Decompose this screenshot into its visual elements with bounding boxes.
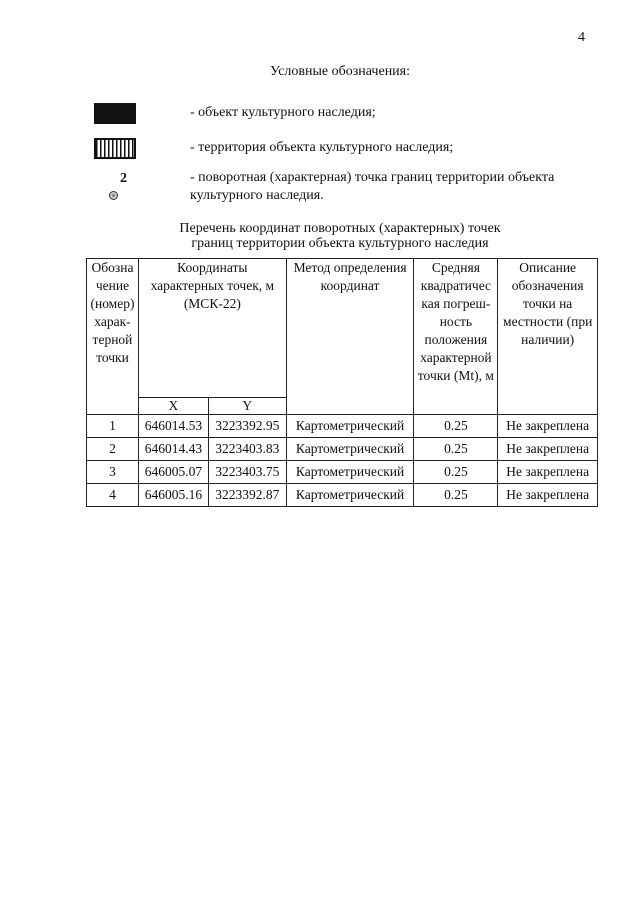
header-y: Y <box>208 398 286 415</box>
cell-y: 3223403.83 <box>208 438 286 461</box>
header-coords: Координаты характерных точек, м (МСК-22) <box>138 259 286 398</box>
legend-text-territory: - территория объекта культурного наследия; <box>190 140 454 155</box>
legend-title: Условные обозначения: <box>269 64 411 79</box>
legend-symbol-object <box>94 103 136 124</box>
cell-error: 0.25 <box>414 415 498 438</box>
table-header-row <box>87 259 598 398</box>
cell-point-number: 2 <box>87 438 139 461</box>
header-point: Обозна чение (номер) харак- терной точки <box>87 259 139 415</box>
table-row <box>87 484 598 507</box>
cell-description: Не закреплена <box>498 484 598 507</box>
cell-y: 3223392.95 <box>208 415 286 438</box>
cell-description: Не закреплена <box>498 415 598 438</box>
legend-point-number: 2 <box>120 171 127 186</box>
cell-method: Картометрический <box>286 484 414 507</box>
cell-point-number: 3 <box>87 461 139 484</box>
coordinates-table <box>86 258 598 507</box>
turning-point-icon <box>109 191 118 200</box>
cell-error: 0.25 <box>414 438 498 461</box>
cell-x: 646014.43 <box>138 438 208 461</box>
header-description: Описание обозначения точки на местности (при наличии) <box>498 259 598 415</box>
cell-description: Не закреплена <box>498 438 598 461</box>
cell-error: 0.25 <box>414 484 498 507</box>
table-title-line2: границ территории объекта культурного наследия <box>191 236 489 251</box>
cell-x: 646005.16 <box>138 484 208 507</box>
legend-text-object: - объект культурного наследия; <box>190 105 376 120</box>
cell-method: Картометрический <box>286 415 414 438</box>
cell-description: Не закреплена <box>498 461 598 484</box>
cell-y: 3223392.87 <box>208 484 286 507</box>
cell-point-number: 1 <box>87 415 139 438</box>
table-row <box>87 461 598 484</box>
header-method: Метод определения координат <box>286 259 414 415</box>
table-title-line1: Перечень координат поворотных (характерных) точек <box>179 221 501 236</box>
cell-y: 3223403.75 <box>208 461 286 484</box>
cell-error: 0.25 <box>414 461 498 484</box>
page-number: 4 <box>578 30 585 45</box>
header-x: X <box>138 398 208 415</box>
cell-x: 646005.07 <box>138 461 208 484</box>
legend-text-turning-point: - поворотная (характерная) точка границ территории объекта культурного наследия. <box>190 170 555 203</box>
table-row <box>87 415 598 438</box>
cell-x: 646014.53 <box>138 415 208 438</box>
cell-point-number: 4 <box>87 484 139 507</box>
header-error: Средняя квадратичес кая погреш- ность положения характерной точки (Mt), м <box>414 259 498 415</box>
cell-method: Картометрический <box>286 461 414 484</box>
table-title <box>0 221 640 251</box>
cell-method: Картометрический <box>286 438 414 461</box>
table-row <box>87 438 598 461</box>
legend-symbol-territory <box>94 138 136 159</box>
